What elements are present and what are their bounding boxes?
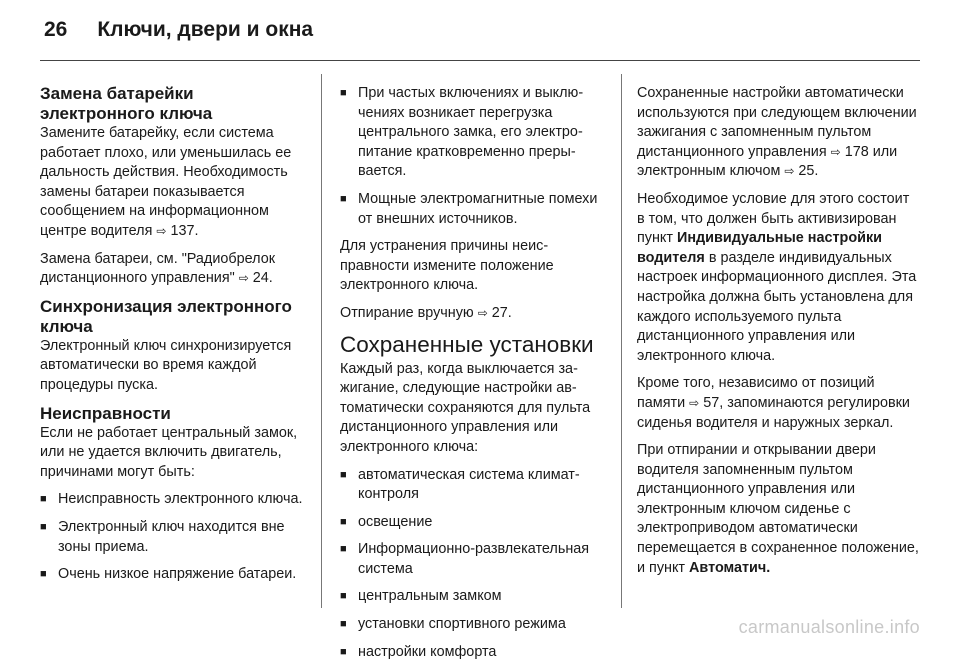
text: Замена батареи, см. "Радиобрелок дистанционного управления" <box>40 250 275 287</box>
text: или электронным ключом <box>637 143 898 180</box>
column-left <box>40 84 308 593</box>
paragraph: Электронный ключ синхронизируется автоматически во время каждой процедуры пуска. <box>40 337 292 393</box>
text: При отпирании и открывании двери водителя запомненным пультом дистанционного управления или электронным ключом сиденье с электроприводом автоматически перемещается в сохраненное положение, и пункт <box>637 442 919 576</box>
menu-item-name: Автоматич. <box>689 559 771 576</box>
reference-arrow-icon: ⇨ <box>830 144 841 159</box>
list-item: ■ Мощные электромагнитные помехи от внешних источников. <box>340 190 608 229</box>
section-title-battery: Замена батарейки электронного ключа <box>40 84 213 123</box>
list-item: ■ Неисправность электронного ключа. <box>40 490 308 510</box>
section-title-saved-settings: Сохраненные установки <box>340 331 594 357</box>
text: Замените батарейку, если система работает плохо, или уменьшилась ее дальность действия. Необходимость замены батареи показывается сообщением на информационном центре водителя <box>40 125 292 239</box>
paragraph: Если не работает центральный замок, или не удается включить двигатель, причинами могут быть: <box>40 424 298 480</box>
page-reference[interactable]: 27. <box>491 304 512 321</box>
fault-list <box>40 490 308 584</box>
paragraph <box>40 250 308 289</box>
chapter-title: Ключи, двери и окна <box>97 18 314 41</box>
section-title-faults: Неисправности <box>40 403 171 423</box>
paragraph <box>637 441 920 578</box>
text: Сохраненные настройки автоматически используются при следующем включении зажигания с запомненным пультом дистанционного управления <box>637 85 917 160</box>
saved-settings-list <box>340 466 608 663</box>
list-item: ■ настройки комфорта <box>340 643 608 663</box>
reference-arrow-icon: ⇨ <box>689 395 700 410</box>
text: Отпирание вручную <box>340 304 478 321</box>
header-rule <box>40 60 920 61</box>
reference-arrow-icon: ⇨ <box>784 164 795 179</box>
text: Необходимое условие для этого состоит в том, что должен быть активизирован пункт <box>637 190 910 247</box>
column-right <box>637 84 920 586</box>
paragraph <box>40 124 308 242</box>
list-item: ■ Информационно-развлекательная система <box>340 540 608 579</box>
list-item: ■ освещение <box>340 513 608 533</box>
paragraph <box>637 374 920 433</box>
reference-arrow-icon: ⇨ <box>238 271 249 286</box>
paragraph: Для устранения причины неисправности измените положение электронного ключа. <box>340 238 554 294</box>
text: в разделе индивидуальных настроек информационного дисплея. Эта настройка должна быть установлена для каждого используемого пульта дистанционного управления или электронного ключа. <box>637 249 917 364</box>
text: запоминаются регулировки сиденья водителя и наружных зеркал. <box>637 394 910 431</box>
reference-arrow-icon: ⇨ <box>156 223 167 238</box>
list-item: ■ Очень низкое напряжение батареи. <box>40 565 308 585</box>
paragraph <box>637 190 920 366</box>
page-reference[interactable]: 25. <box>798 163 819 180</box>
column-divider <box>321 74 322 608</box>
watermark: carmanualsonline.info <box>738 617 920 637</box>
column-middle <box>340 84 608 670</box>
paragraph: Каждый раз, когда выключается зажигание, следующие настройки автоматически сохраняются для пульта дистанционного управления или электронного ключа: <box>340 360 591 455</box>
menu-item-name: Индивидуальные настройки водителя <box>637 230 883 266</box>
paragraph <box>637 84 920 182</box>
column-divider <box>621 74 622 608</box>
list-item: ■ установки спортивного режима <box>340 615 608 635</box>
list-item: ■ центральным замком <box>340 587 608 607</box>
fault-list-continued <box>340 84 608 229</box>
page-reference[interactable]: 57, <box>703 394 724 411</box>
page-number: 26 <box>44 18 68 41</box>
section-title-sync: Синхронизация электронного ключа <box>40 296 292 336</box>
page-reference[interactable]: 178 <box>844 143 869 160</box>
paragraph <box>340 304 608 324</box>
reference-arrow-icon: ⇨ <box>477 305 488 320</box>
text: Кроме того, независимо от позиций памяти <box>637 375 875 411</box>
list-item: ■ автоматическая система климат-контроля <box>340 466 608 505</box>
list-item: ■ При частых включениях и выключениях возникает перегрузка центрального замка, его электропитание кратковременно прерывается. <box>340 84 608 182</box>
page-reference[interactable]: 24. <box>252 270 273 287</box>
page-reference[interactable]: 137. <box>170 222 199 239</box>
page-header <box>44 18 313 48</box>
list-item: ■ Электронный ключ находится вне зоны приема. <box>40 518 308 557</box>
